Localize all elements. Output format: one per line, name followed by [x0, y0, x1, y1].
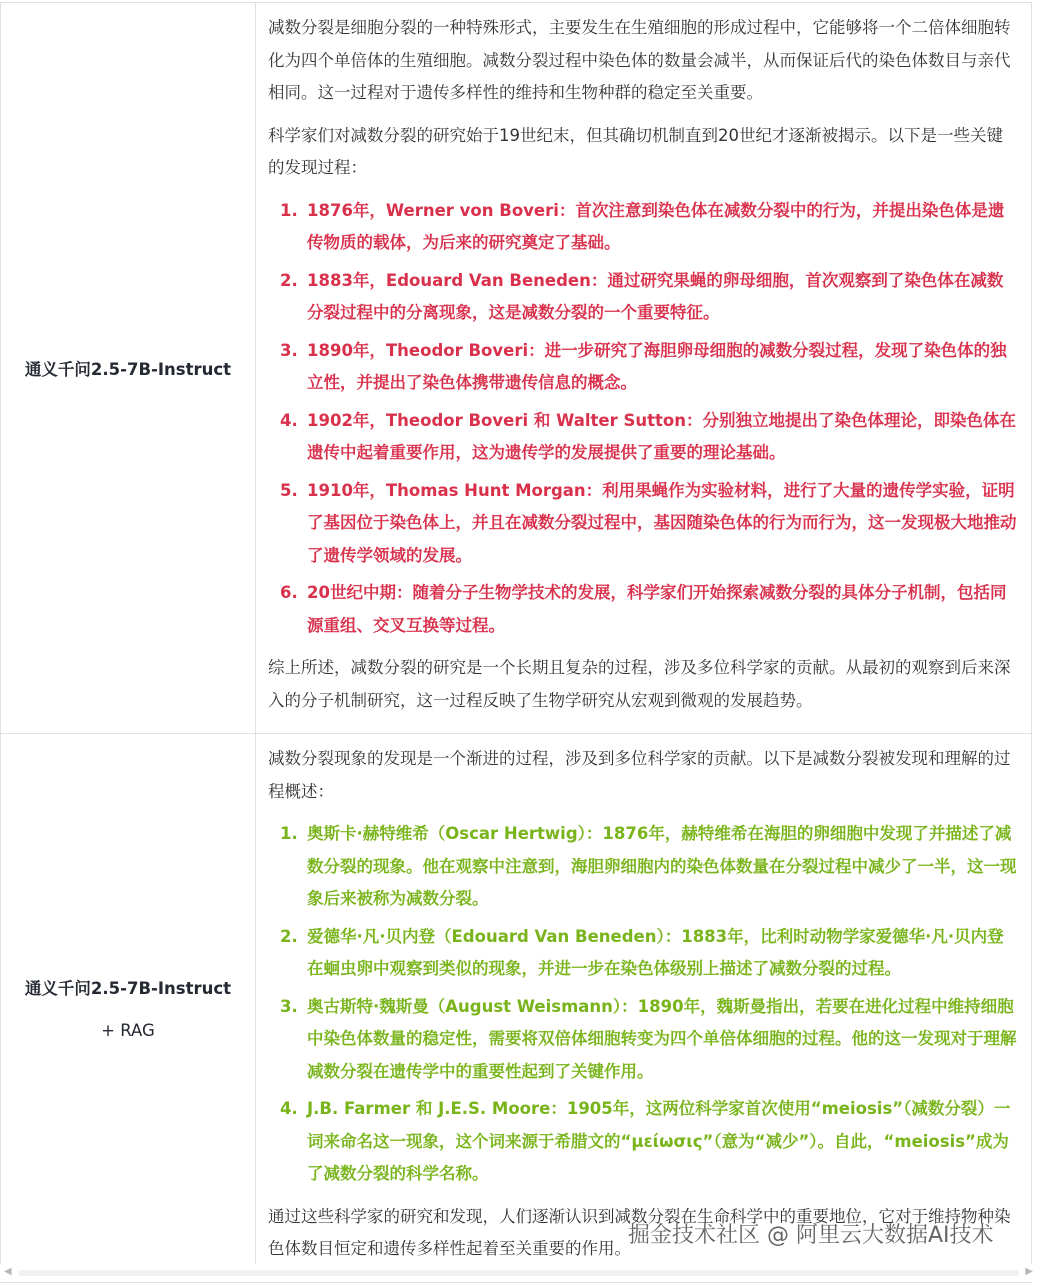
- list-number: 4.: [280, 410, 298, 430]
- list-item: [280, 577, 1019, 642]
- list-item: [280, 195, 1019, 260]
- model-name: 通义千问2.5-7B-Instruct: [24, 979, 232, 999]
- list-text: 奥斯卡·赫特维希（Oscar Hertwig）：1876年，赫特维希在海胆的卵细胞中发现了并描述了减数分裂的现象。他在观察中注意到，海胆卵细胞内的染色体数量在分裂过程中减少了一半，这一现象后来被称为减数分裂。: [307, 824, 1017, 908]
- list-text: 1890年，Theodor Boveri：进一步研究了海胆卵母细胞的减数分裂过程，发现了染色体的独立性，并提出了染色体携带遗传信息的概念。: [307, 340, 1007, 392]
- list-text: 爱德华·凡·贝内登（Edouard Van Beneden）：1883年，比利时动物学家爱德华·凡·贝内登在蛔虫卵中观察到类似的现象，并进一步在染色体级别上描述了减数分裂的过程。: [307, 926, 1004, 978]
- answer-cell: [256, 3, 1032, 734]
- model-label-cell: [1, 3, 256, 734]
- list-text: J.B. Farmer 和 J.E.S. Moore：1905年，这两位科学家首次使用“meiosis”（减数分裂）一词来命名这一现象，这个词来源于希腊文的“μείωσις”（意为“减少”）。自此，“meiosis”成为了减数分裂的科学名称。: [307, 1099, 1011, 1183]
- horizontal-scrollbar[interactable]: [0, 1264, 1037, 1282]
- scroll-right-icon[interactable]: ▶: [1025, 1266, 1033, 1277]
- list-number: 2.: [280, 926, 298, 946]
- list-number: 1.: [280, 200, 298, 220]
- comparison-table: [0, 2, 1032, 1283]
- list-number: 5.: [280, 480, 298, 500]
- model-label-cell: [1, 734, 256, 1283]
- list-item: [280, 265, 1019, 330]
- model-name: 通义千问2.5-7B-Instruct: [24, 360, 232, 379]
- list-number: 6.: [280, 583, 298, 602]
- list-text: 奥古斯特·魏斯曼（August Weismann）：1890年，魏斯曼指出，若要在进化过程中维持细胞中染色体数量的稳定性，需要将双倍体细胞转变为四个单倍体细胞的过程。他的这一发现对于理解减数分裂在遗传学中的重要性起到了关键作用。: [307, 996, 1017, 1081]
- scrollbar-track[interactable]: [18, 1270, 1019, 1276]
- list-number: 3.: [280, 340, 298, 360]
- intro-paragraph: 减数分裂是细胞分裂的一种特殊形式，主要发生在生殖细胞的形成过程中，它能够将一个二倍体细胞转化为四个单倍体的生殖细胞。减数分裂过程中染色体的数量会减半，从而保证后代的染色体数目与亲代相同。这一过程对于遗传多样性的维持和生物种群的稳定至关重要。: [268, 18, 1011, 102]
- list-item: [280, 475, 1019, 573]
- list-item: [280, 818, 1019, 916]
- list-number: 2.: [280, 270, 298, 290]
- list-item: [280, 991, 1019, 1089]
- list-text: 1902年，Theodor Boveri 和 Walter Sutton：分别独立地提出了染色体理论，即染色体在遗传中起着重要作用，这为遗传学的发展提供了重要的理论基础。: [307, 410, 1016, 462]
- list-item: [280, 1093, 1019, 1191]
- discovery-list: [268, 818, 1019, 1191]
- list-number: 1.: [280, 824, 298, 843]
- answer-cell: [256, 734, 1032, 1283]
- list-text: 20世纪中期：随着分子生物学技术的发展，科学家们开始探索减数分裂的具体分子机制，包括同源重组、交叉互换等过程。: [307, 583, 1007, 635]
- scroll-left-icon[interactable]: ◀: [4, 1266, 12, 1277]
- list-text: 1876年，Werner von Boveri：首次注意到染色体在减数分裂中的行为，并提出染色体是遗传物质的载体，为后来的研究奠定了基础。: [307, 200, 1005, 252]
- list-item: [280, 921, 1019, 986]
- model-variant: + RAG: [101, 1021, 155, 1041]
- table-row: [1, 734, 1032, 1283]
- list-number: 4.: [280, 1099, 298, 1118]
- intro-paragraph: 科学家们对减数分裂的研究始于19世纪末，但其确切机制直到20世纪才逐渐被揭示。以下是一些关键的发现过程：: [268, 125, 1003, 177]
- list-text: 1910年，Thomas Hunt Morgan：利用果蝇作为实验材料，进行了大量的遗传学实验，证明了基因位于染色体上，并且在减数分裂过程中，基因随染色体的行为而行为，这一发现极大地推动了遗传学领域的发展。: [307, 480, 1017, 565]
- summary-paragraph: 综上所述，减数分裂的研究是一个长期且复杂的过程，涉及多位科学家的贡献。从最初的观察到后来深入的分子机制研究，这一过程反映了生物学研究从宏观到微观的发展趋势。: [268, 658, 1011, 710]
- summary-paragraph: 通过这些科学家的研究和发现，人们逐渐认识到减数分裂在生命科学中的重要地位，它对于维持物种染色体数目恒定和遗传多样性起着至关重要的作用。: [268, 1206, 1011, 1258]
- list-number: 3.: [280, 996, 298, 1016]
- discovery-list: [268, 195, 1019, 643]
- list-item: [280, 405, 1019, 470]
- intro-paragraph: 减数分裂现象的发现是一个渐进的过程，涉及到多位科学家的贡献。以下是减数分裂被发现和理解的过程概述：: [268, 749, 1011, 801]
- watermark: 掘金技术社区 @ 阿里云大数据AI技术: [628, 1223, 994, 1248]
- table-row: [1, 3, 1032, 734]
- list-text: 1883年，Edouard Van Beneden：通过研究果蝇的卵母细胞，首次观察到了染色体在减数分裂过程中的分离现象，这是减数分裂的一个重要特征。: [307, 270, 1004, 322]
- list-item: [280, 335, 1019, 400]
